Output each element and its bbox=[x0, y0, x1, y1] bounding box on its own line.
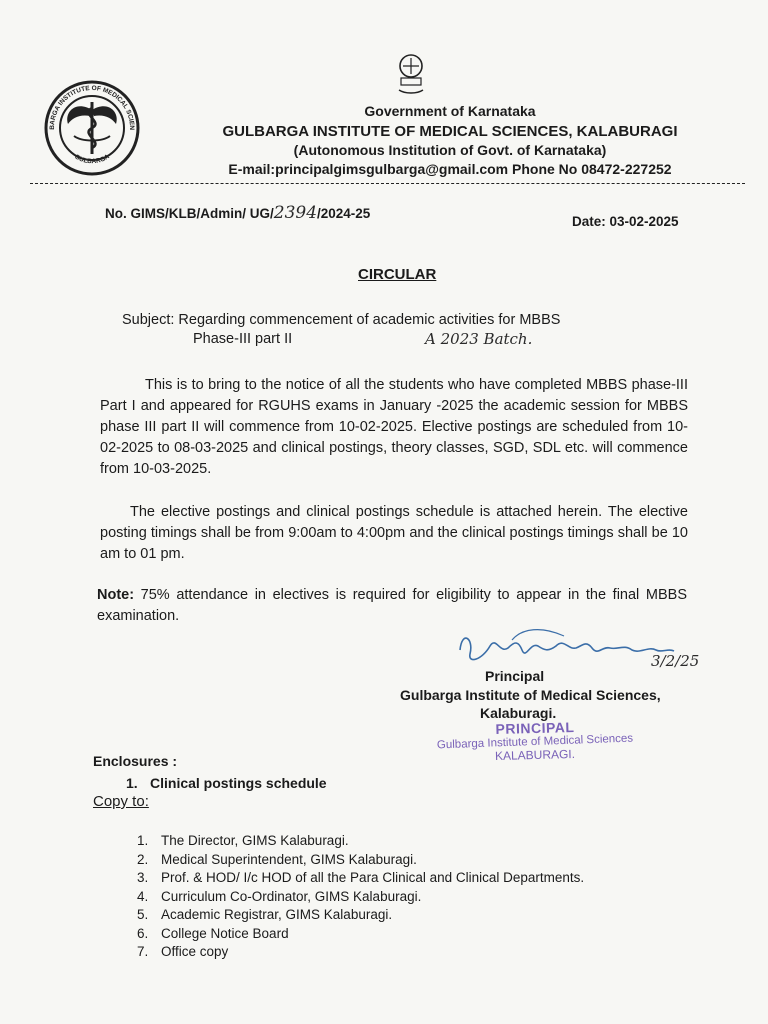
circular-date: Date: 03-02-2025 bbox=[572, 214, 679, 229]
header-divider bbox=[30, 183, 745, 184]
signatory-title: Principal bbox=[485, 668, 545, 684]
header-government: Government of Karnataka bbox=[364, 103, 536, 119]
list-item: 2. Medical Superintendent, GIMS Kalaburagi. bbox=[137, 851, 417, 867]
attendance-note: Note: 75% attendance in electives is required for eligibility to appear in the final MBBS examination. bbox=[97, 587, 687, 624]
body-paragraph-1: This is to bring to the notice of all the students who have completed MBBS phase-III Part I and appeared for RGUHS exams in January -2025 the academic session for MBBS phase III part II will commence from 10-02-2025. Elective postings are scheduled from 10-02-2025 to 08-03-2025 and clinical postings, theory classes, SGD, SDL etc. will commence from 10-03-2025. bbox=[100, 377, 688, 477]
signatory-city: Kalaburagi. bbox=[480, 705, 557, 721]
list-item: 7. Office copy bbox=[137, 944, 229, 959]
handwritten-ref-number: 2394 bbox=[273, 203, 318, 223]
signatory-institute: Gulbarga Institute of Medical Sciences, bbox=[400, 687, 661, 703]
header-autonomous: (Autonomous Institution of Govt. of Karnataka) bbox=[293, 142, 607, 158]
reference-number: No. GIMS/KLB/Admin/ UG/2394/2024-25 bbox=[105, 203, 371, 223]
list-item: 1. The Director, GIMS Kalaburagi. bbox=[137, 833, 349, 848]
principal-stamp: PRINCIPAL Gulbarga Institute of Medical Sciences KALABURAGI. bbox=[436, 718, 634, 764]
institute-logo bbox=[42, 78, 142, 178]
copy-to-list bbox=[137, 832, 584, 962]
subject-phase: Phase-III part II bbox=[193, 331, 293, 347]
header-institute: GULBARGA INSTITUTE OF MEDICAL SCIENCES, KALABURAGI bbox=[222, 123, 678, 140]
signature-date: 3/2/25 bbox=[651, 652, 700, 670]
subject-line: Subject: Regarding commencement of academic activities for MBBS bbox=[122, 312, 561, 328]
svg-text:GULBARGA INSTITUTE OF MEDICAL: BARGA INSTITUTE OF MEDICAL SCIEN bbox=[48, 84, 136, 131]
body-paragraph-2: The elective postings and clinical postings schedule is attached herein. The elective posting timings shall be from 9:00am to 4:00pm and the clinical postings timings shall be 10 am to 01 pm. bbox=[100, 504, 688, 562]
list-item: 4. Curriculum Co-Ordinator, GIMS Kalaburagi. bbox=[137, 888, 422, 904]
government-emblem bbox=[393, 52, 429, 98]
copy-to-label: Copy to: bbox=[93, 793, 149, 810]
list-item: 5. Academic Registrar, GIMS Kalaburagi. bbox=[137, 907, 393, 922]
document-title: CIRCULAR bbox=[358, 266, 437, 283]
svg-text:GULBARGA: GULBARGA bbox=[73, 153, 111, 166]
enclosure-item: 1. Clinical postings schedule bbox=[126, 775, 327, 791]
handwritten-batch-note: A 2023 Batch. bbox=[425, 330, 533, 348]
enclosures-label: Enclosures : bbox=[93, 753, 178, 769]
list-item: 6. College Notice Board bbox=[137, 925, 289, 941]
list-item: 3. Prof. & HOD/ I/c HOD of all the Para Clinical and Clinical Departments. bbox=[137, 870, 585, 885]
header-contact: E-mail:principalgimsgulbarga@gmail.com Phone No 08472-227252 bbox=[228, 161, 672, 177]
